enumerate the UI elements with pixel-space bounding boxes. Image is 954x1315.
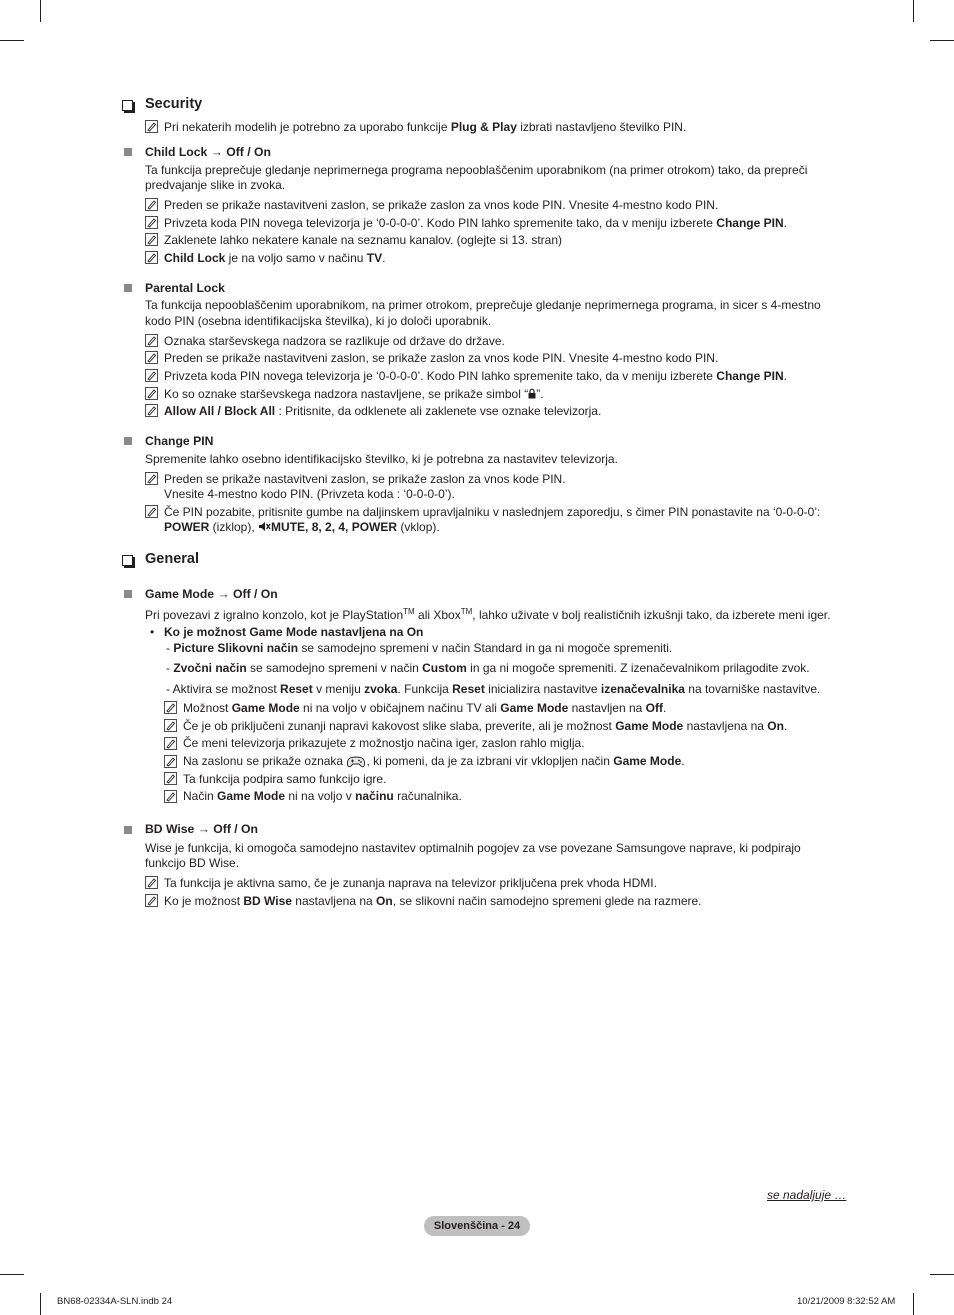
game-mode-bullet: Ko je možnost Game Mode nastavljena na On bbox=[164, 625, 424, 639]
child-lock-note-1: Preden se prikaže nastavitveni zaslon, se prikaže zaslon za vnos kode PIN. Vnesite 4-mestno kodo PIN. bbox=[164, 198, 719, 212]
bd-wise-desc-1: Wise je funkcija, ki omogoča samodejno nastavitev optimalnih pogojev za vse povezane Samsungove naprave, ki podpirajo bbox=[145, 841, 801, 855]
note-pencil-icon bbox=[164, 719, 177, 732]
square-bullet-icon bbox=[124, 437, 132, 445]
text: . bbox=[681, 754, 685, 768]
text: in ga ni mogoče spremeniti. Z izenačevalnikom prilagodite zvok. bbox=[466, 661, 810, 675]
text: Custom bbox=[422, 661, 467, 675]
note-pencil-icon bbox=[145, 251, 158, 264]
trademark: TM bbox=[403, 607, 415, 616]
note-pencil-icon bbox=[145, 387, 158, 400]
change-pin-note-1b: Vnesite 4-mestno kodo PIN. (Privzeta koda : ‘0-0-0-0’). bbox=[164, 487, 455, 501]
text: Privzeta koda PIN novega televizorja je ‘0-0-0-0’. Kodo PIN lahko spremenite tako, da v meniju izberete bbox=[164, 216, 717, 230]
note-pencil-icon bbox=[145, 334, 158, 347]
text: , lahko uživate v bolj realističnih izkušnji tako, da izberete meni iger. bbox=[472, 608, 831, 622]
text: (izklop), bbox=[209, 520, 259, 534]
note-pencil-icon bbox=[145, 894, 158, 907]
bd-wise-note-1: Ta funkcija je aktivna samo, če je zunanja naprava na televizor priključena prek vhoda HDMI. bbox=[164, 876, 657, 890]
text: TV bbox=[366, 251, 383, 265]
text: . bbox=[783, 369, 787, 383]
game-mode-desc bbox=[145, 604, 830, 623]
text: računalnika. bbox=[393, 789, 462, 803]
text: se samodejno spremeni v način Standard in ga ni mogoče spremeniti. bbox=[298, 641, 673, 655]
parental-lock-note-2: Preden se prikaže nastavitveni zaslon, se prikaže zaslon za vnos kode PIN. Vnesite 4-mestno kodo PIN. bbox=[164, 351, 719, 365]
text: . Funkcija bbox=[397, 682, 453, 696]
text: izbrati nastavljeno številko PIN. bbox=[516, 120, 687, 134]
mute-icon bbox=[258, 521, 271, 532]
gamepad-icon bbox=[346, 755, 366, 769]
child-lock-title: Child Lock → Off / On bbox=[145, 145, 271, 159]
text: Allow All / Block All bbox=[164, 404, 276, 418]
text: Ko je možnost bbox=[164, 894, 244, 908]
continued-label: se nadaljuje … bbox=[767, 1188, 847, 1202]
text: . bbox=[783, 216, 787, 230]
game-mode-detail-1 bbox=[166, 640, 672, 656]
text: Picture Slikovni način bbox=[173, 641, 299, 655]
note-pencil-icon bbox=[145, 233, 158, 246]
text: je na voljo samo v načinu bbox=[225, 251, 367, 265]
text: . bbox=[783, 719, 788, 733]
text: . bbox=[382, 251, 386, 265]
note-pencil-icon bbox=[145, 472, 158, 485]
text: On bbox=[376, 894, 393, 908]
text: na tovarniške nastavitve. bbox=[684, 682, 821, 696]
game-mode-title: Game Mode → Off / On bbox=[145, 587, 278, 601]
print-datetime: 10/21/2009 8:32:52 AM bbox=[797, 1296, 896, 1307]
parental-lock-note-5 bbox=[164, 403, 601, 419]
note-pencil-icon bbox=[145, 404, 158, 417]
note-pencil-icon bbox=[145, 120, 158, 133]
text: , ki pomeni, da je za izbrani vir vklopljen način bbox=[366, 754, 614, 768]
text: nastavljena na bbox=[683, 719, 768, 733]
text: načinu bbox=[355, 789, 394, 803]
text: Game Mode bbox=[217, 789, 286, 803]
text: . bbox=[663, 701, 667, 715]
text: Child Lock bbox=[164, 251, 226, 265]
text: v meniju bbox=[312, 682, 365, 696]
text: - bbox=[166, 641, 174, 655]
text: Game Mode bbox=[231, 701, 300, 715]
text: (vklop). bbox=[397, 520, 440, 534]
bd-wise-desc-2: funkcijo BD Wise. bbox=[145, 856, 240, 870]
text: - Aktivira se možnost bbox=[166, 682, 281, 696]
text: - bbox=[166, 661, 174, 675]
text: ali Xbox bbox=[414, 608, 461, 622]
text: Če je ob priključeni zunanji napravi kakovost slike slaba, preverite, ali je možnost bbox=[183, 719, 616, 733]
child-lock-note-3: Zaklenete lahko nekatere kanale na seznamu kanalov. (oglejte si 13. stran) bbox=[164, 233, 563, 247]
text: Change PIN bbox=[716, 369, 784, 383]
text: Off bbox=[645, 701, 663, 715]
note-pencil-icon bbox=[145, 198, 158, 211]
text: se samodejno spremeni v način bbox=[246, 661, 423, 675]
child-lock-desc-2: predvajanje slike in zvoka. bbox=[145, 178, 286, 192]
square-bullet-icon bbox=[124, 148, 132, 156]
text: , se slikovni način samodejno spremeni glede na razmere. bbox=[392, 894, 702, 908]
text: Pri povezavi z igralno konzolo, kot je PlayStation bbox=[145, 608, 404, 622]
text: Privzeta koda PIN novega televizorja je ‘0-0-0-0’. Kodo PIN lahko spremenite tako, da v meniju izberete bbox=[164, 369, 717, 383]
text: nastavljena na bbox=[291, 894, 377, 908]
note-pencil-icon bbox=[145, 369, 158, 382]
text: Plug & Play bbox=[450, 120, 517, 134]
game-mode-note-3: Če meni televizorja prikazujete z možnostjo načina iger, zaslon rahlo miglja. bbox=[183, 736, 585, 750]
section-title-general: General bbox=[145, 551, 199, 567]
note-pencil-icon bbox=[145, 876, 158, 889]
bullet-dot: • bbox=[150, 625, 155, 639]
change-pin-desc: Spremenite lahko osebno identifikacijsko številko, ki je potrebna za nastavitev televizorja. bbox=[145, 452, 618, 466]
text: Game Mode bbox=[500, 701, 569, 715]
parental-lock-note-1: Oznaka starševskega nadzora se razlikuje od države do države. bbox=[164, 334, 505, 348]
change-pin-note-2b bbox=[164, 519, 440, 535]
text: Zvočni način bbox=[173, 661, 247, 675]
change-pin-title: Change PIN bbox=[145, 434, 214, 448]
text: Pri nekaterih modelih je potrebno za uporabo funkcije bbox=[164, 120, 451, 134]
text: : Pritisnite, da odklenete ali zaklenete vse oznake televizorja. bbox=[275, 404, 602, 418]
note-pencil-icon bbox=[145, 216, 158, 229]
note-pencil-icon bbox=[145, 505, 158, 518]
child-lock-note-4 bbox=[164, 250, 385, 266]
parental-lock-title: Parental Lock bbox=[145, 281, 225, 295]
note-pencil-icon bbox=[145, 351, 158, 364]
text: Reset bbox=[280, 682, 313, 696]
text: Ko so oznake starševskega nadzora nastavljene, se prikaže simbol “ bbox=[164, 387, 529, 401]
change-pin-note-2a: Če PIN pozabite, pritisnite gumbe na daljinskem upravljalniku v naslednjem zaporedju, s čimer PIN ponastavite na ‘0-0-0-0’: bbox=[164, 505, 821, 519]
checkbox-icon bbox=[122, 100, 133, 111]
text: ”. bbox=[536, 387, 544, 401]
game-mode-note-5: Ta funkcija podpira samo funkcijo igre. bbox=[183, 772, 387, 786]
lock-icon bbox=[528, 388, 536, 399]
square-bullet-icon bbox=[124, 826, 132, 834]
file-info: BN68-02334A-SLN.indb 24 bbox=[57, 1296, 173, 1307]
game-mode-detail-3 bbox=[166, 681, 820, 697]
checkbox-icon bbox=[122, 555, 133, 566]
note-pencil-icon bbox=[164, 790, 177, 803]
security-note bbox=[164, 119, 686, 135]
child-lock-note-2 bbox=[164, 215, 787, 231]
note-pencil-icon bbox=[164, 755, 177, 768]
child-lock-desc-1: Ta funkcija preprečuje gledanje neprimernega programa nepooblaščenim uporabnikom (na primer otrokom) tako, da prepreči bbox=[145, 163, 808, 177]
bd-wise-note-2 bbox=[164, 893, 702, 909]
parental-lock-desc-1: Ta funkcija nepooblaščenim uporabnikom, na primer otrokom, preprečuje gledanje neprimernega programa, in sicer s 4-mestno bbox=[145, 298, 821, 312]
square-bullet-icon bbox=[124, 590, 132, 598]
bd-wise-title: BD Wise → Off / On bbox=[145, 822, 258, 836]
text: Game Mode bbox=[613, 754, 682, 768]
note-pencil-icon bbox=[164, 737, 177, 750]
text: ni na voljo v bbox=[285, 789, 356, 803]
change-pin-note-1a: Preden se prikaže nastavitveni zaslon, se prikaže zaslon za vnos kode PIN. bbox=[164, 472, 566, 486]
game-mode-note-1 bbox=[183, 700, 666, 716]
text: Change PIN bbox=[716, 216, 784, 230]
text: Reset bbox=[452, 682, 485, 696]
text: Game Mode bbox=[615, 719, 684, 733]
section-title-security: Security bbox=[145, 96, 203, 112]
trademark: TM bbox=[460, 607, 473, 616]
text: ni na voljo v običajnem načinu TV ali bbox=[299, 701, 501, 715]
text: On bbox=[767, 719, 784, 733]
game-mode-note-2 bbox=[183, 718, 787, 734]
text: izenačevalnika bbox=[600, 682, 685, 696]
text: BD Wise bbox=[243, 894, 292, 908]
page-number-badge: Slovenščina - 24 bbox=[424, 1216, 530, 1236]
text: POWER bbox=[164, 520, 210, 534]
parental-lock-note-3 bbox=[164, 368, 787, 384]
text: inicializira nastavitve bbox=[484, 682, 601, 696]
game-mode-detail-2 bbox=[166, 660, 810, 676]
text: Način bbox=[183, 789, 218, 803]
text: MUTE, 8, 2, 4, POWER bbox=[271, 520, 398, 534]
note-pencil-icon bbox=[164, 772, 177, 785]
square-bullet-icon bbox=[124, 284, 132, 292]
note-pencil-icon bbox=[164, 701, 177, 714]
text: nastavljen na bbox=[568, 701, 646, 715]
text: zvoka bbox=[364, 682, 398, 696]
parental-lock-desc-2: kodo PIN (osebna identifikacijska številka), ki jo določi uporabnik. bbox=[145, 314, 492, 328]
parental-lock-note-4 bbox=[164, 386, 544, 402]
text: Na zaslonu se prikaže oznaka bbox=[183, 754, 347, 768]
game-mode-note-4 bbox=[183, 753, 685, 769]
game-mode-note-6 bbox=[183, 788, 462, 804]
text: Možnost bbox=[183, 701, 232, 715]
